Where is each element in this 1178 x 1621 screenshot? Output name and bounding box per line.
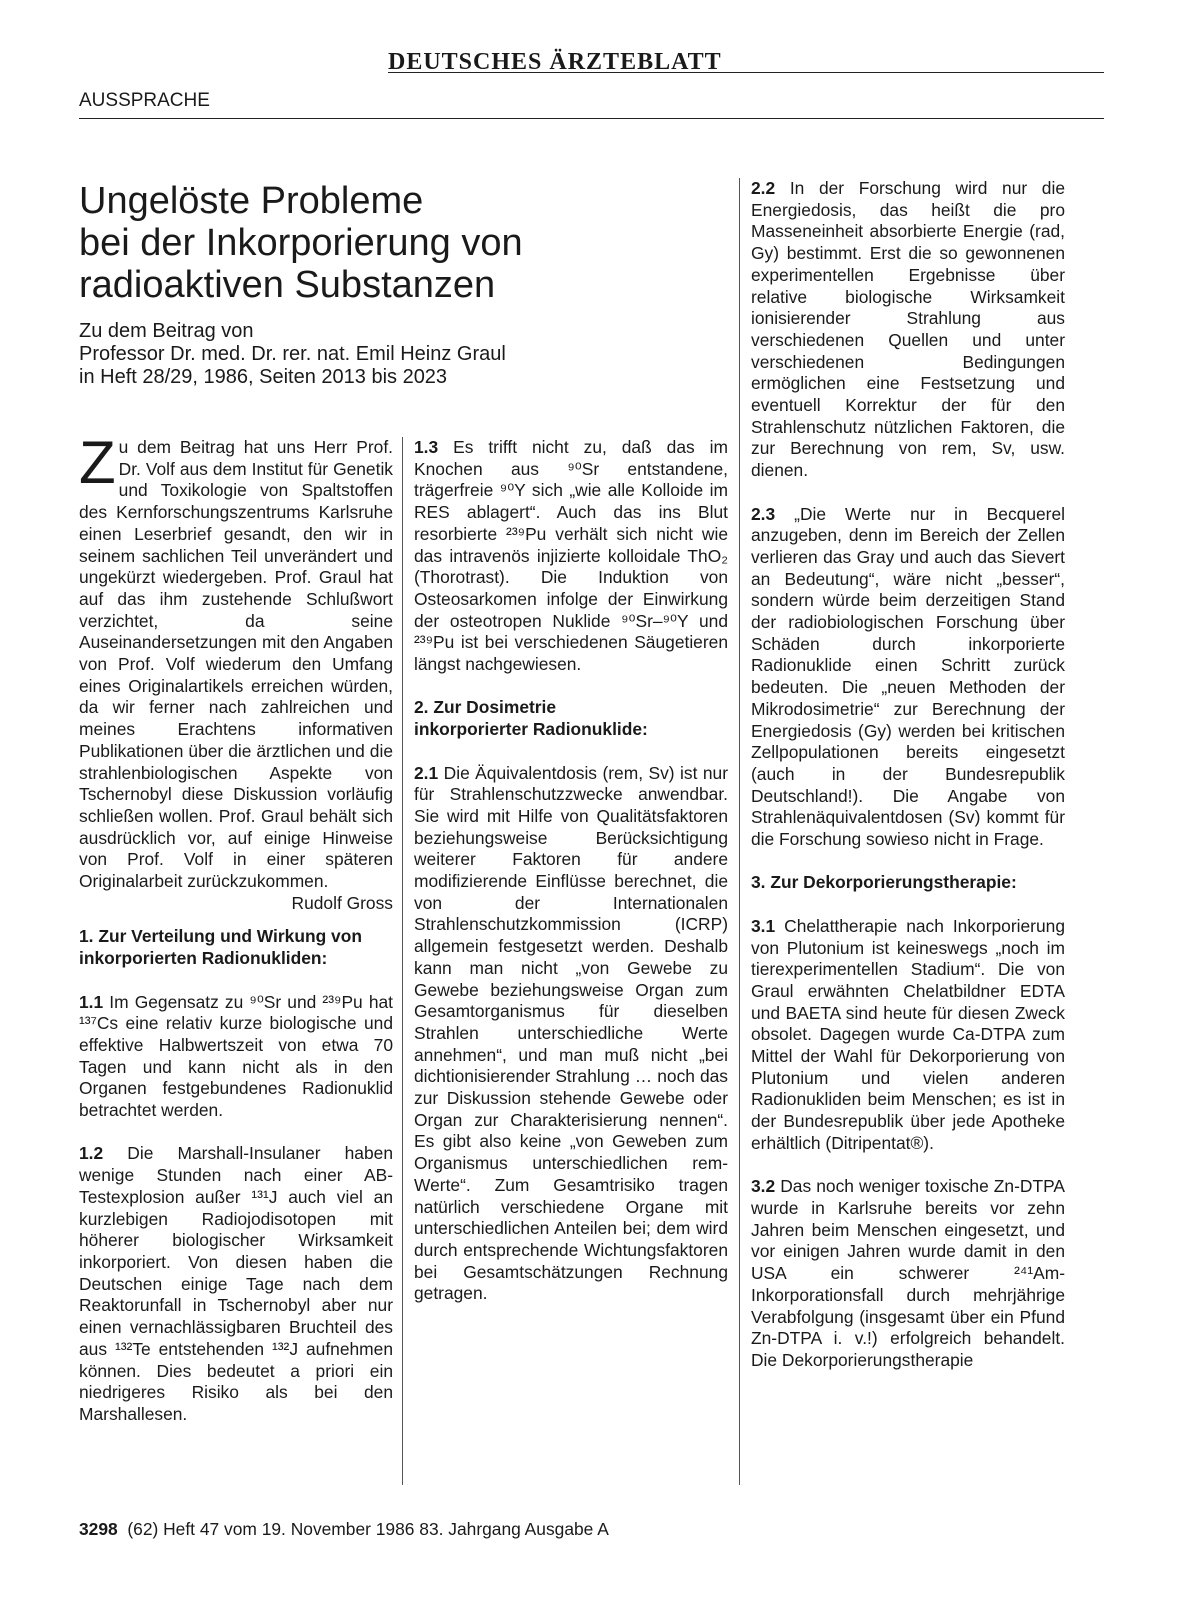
column-1 bbox=[79, 429, 393, 1447]
paragraph-3-1 bbox=[751, 916, 1065, 1155]
paragraph-1-1 bbox=[79, 992, 393, 1122]
heading-line: 2. Zur Dosimetrie bbox=[414, 697, 557, 718]
title-block bbox=[79, 180, 719, 389]
section-3-heading: 3. Zur Dekorporierungstherapie: bbox=[751, 872, 1017, 893]
section-number: 2.1 bbox=[414, 762, 439, 783]
subtitle-line: Professor Dr. med. Dr. rer. nat. Emil Heinz Graul bbox=[79, 343, 506, 365]
article-title bbox=[79, 180, 719, 306]
article-subtitle bbox=[79, 320, 719, 389]
masthead: DEUTSCHES ÄRZTEBLATT bbox=[388, 49, 722, 75]
title-line: radioaktiven Substanzen bbox=[79, 264, 496, 306]
paragraph-2-2 bbox=[751, 178, 1065, 482]
column-2 bbox=[414, 437, 728, 1327]
heading-line: inkorporierter Radionuklide: bbox=[414, 719, 648, 740]
paragraph-1-2 bbox=[79, 1143, 393, 1425]
paragraph-1-3 bbox=[414, 437, 728, 676]
section-number: 3.1 bbox=[751, 915, 776, 936]
paragraph-text: Die Äquivalentdosis (rem, Sv) ist nur für Strahlenschutzzwecke anwendbar. Sie wird mit Hilfe von Qualitätsfaktoren beziehungsweise Berücksichtigung weiterer Faktoren für andere modifizierende Einflüsse berechnet, die von der Internationalen Strahlenschutzkommission (ICRP) allgemein festgesetzt werden. Deshalb kann man nicht „von Gewebe zu Gewebe beziehungsweise Organ zum Gesamtorganismus für dieselben Strahlen unterschiedliche Werte annehmen“, und man muß nicht „bei dichtionisierender Strahlung … noch das zur Diskussion stehende Gewebe oder Organ zur Charakterisierung nennen“. Es gibt also keine „von Geweben zum Organismus unterschiedlichen rem-Werte“. Zum Gesamtrisiko tragen natürlich verschiedene Organe mit unterschiedlichen Anteilen bei; dem wird durch entsprechende Wichtungsfaktoren bei Gesamtschätzungen Rechnung getragen. bbox=[414, 762, 728, 1304]
issue-info: (62) Heft 47 vom 19. November 1986 83. Jahrgang Ausgabe A bbox=[127, 1519, 609, 1539]
subtitle-line: in Heft 28/29, 1986, Seiten 2013 bis 2023 bbox=[79, 366, 448, 388]
drop-cap: Z bbox=[79, 429, 116, 496]
subtitle-line: Zu dem Beitrag von bbox=[79, 320, 254, 342]
section-1-heading: 1. Zur Verteilung und Wirkung von inkorporierten Radionukliden: bbox=[79, 926, 362, 969]
section-number: 1.2 bbox=[79, 1143, 104, 1164]
paragraph-3-2 bbox=[751, 1176, 1065, 1371]
paragraph-2-1 bbox=[414, 763, 728, 1306]
section-2-heading bbox=[414, 697, 728, 740]
section-label: AUSSPRACHE bbox=[79, 90, 210, 111]
column-3 bbox=[751, 178, 1065, 1393]
column-divider bbox=[739, 178, 740, 1485]
title-line: bei der Inkorporierung von bbox=[79, 222, 523, 264]
paragraph-text: Das noch weniger toxische Zn-DTPA wurde in Karlsruhe bereits vor zehn Jahren beim Menschen eingesetzt, und vor einigen Jahren wurde damit in den USA ein schwerer ²⁴¹Am-Inkorporationsfall durch mehrjährige Verabfolgung (insgesamt über ein Pfund Zn-DTPA i. v.!) erfolgreich behandelt. Die Dekorporierungstherapie bbox=[751, 1176, 1065, 1370]
page-number: 3298 bbox=[79, 1519, 118, 1539]
title-line: Ungelöste Probleme bbox=[79, 180, 424, 222]
paragraph-2-3 bbox=[751, 504, 1065, 851]
paragraph-text: Chelattherapie nach Inkorporierung von Plutonium ist keineswegs „noch im tierexperimentellen Stadium“. Die von Graul erwähnten Chelatbildner EDTA und BAETA sind heute für diesen Zweck obsolet. Dagegen wurde Ca-DTPA zum Mittel der Wahl für Dekorporierung von Plutonium und vielen anderen Radionukliden beim Menschen; es ist in der Bundesrepublik über jede Apotheke erhältlich (Ditripentat®). bbox=[751, 915, 1065, 1153]
intro-paragraph bbox=[79, 429, 393, 913]
section-number: 1.1 bbox=[79, 991, 104, 1012]
page-footer bbox=[79, 1519, 609, 1539]
masthead-rule bbox=[388, 72, 1104, 73]
section-number: 2.3 bbox=[751, 503, 776, 524]
paragraph-text: „Die Werte nur in Becquerel anzugeben, denn im Bereich der Zellen verlieren das Gray und auch das Sievert an Bedeutung“, wäre nicht „besser“, sondern würde beim derzeitigen Stand der radiobiologischen Forschung über Schäden durch inkorporierte Radionuklide einen Schritt zurück bedeuten. Die „neuen Methoden der Mikrodosimetrie“ zur Berechnung der Energiedosis (Gy) werden bei kritischen Zellpopulationen bereits eingesetzt (auch in der Bundesrepublik Deutschland!). Die Angabe von Strahlenäquivalentdosen (Sv) kommt für die Forschung sowieso nicht in Frage. bbox=[751, 503, 1065, 850]
column-divider bbox=[402, 437, 403, 1485]
paragraph-text: In der Forschung wird nur die Energiedosis, das heißt die pro Masseneinheit absorbierte Energie (rad, Gy) bestimmt. Erst die so gewonnenen experimentellen Ergebnisse über relative biologische Wirksamkeit ionisierender Strahlung aus verschiedenen Quellen und unter verschiedenen Bedingungen ermöglichen eine Festsetzung und eventuell Korrektur der für den Strahlenschutz nützlichen Faktoren, die zur Berechnung von rem, Sv, usw. dienen. bbox=[751, 178, 1065, 481]
intro-text: u dem Beitrag hat uns Herr Prof. Dr. Volf aus dem Institut für Genetik und Toxikologie von Spaltstoffen des Kernforschungszentrums Karlsruhe einen Leserbrief gesandt, den wir in seinem sachlichen Teil unverändert und ungekürzt wiedergeben. Prof. Graul hat auf das ihm zustehende Schlußwort verzichtet, da seine Auseinandersetzungen mit den Angaben von Prof. Volf wiederum den Umfang eines Originalartikels erreichen würden, da wir ferner nach zahlreichen und meines Erachtens informativen Publikationen über die ärztlichen und die strahlenbiologischen Aspekte von Tschernobyl diese Diskussion vorläufig schließen wollen. Prof. Graul behält sich ausdrücklich vor, auf einige Hinweise von Prof. Volf in einer späteren Originalarbeit zurückzukommen. bbox=[79, 437, 393, 892]
section-number: 1.3 bbox=[414, 437, 439, 457]
section-rule bbox=[79, 118, 1104, 119]
paragraph-text: Im Gegensatz zu ⁹⁰Sr und ²³⁹Pu hat ¹³⁷Cs eine relativ kurze biologische und effektive Halbwertszeit von etwa 70 Tagen und kann nicht als in den Organen festgebundenes Radionuklid betrachtet werden. bbox=[79, 991, 393, 1121]
section-number: 3.2 bbox=[751, 1176, 776, 1197]
signature: Rudolf Gross bbox=[291, 892, 393, 913]
paragraph-text: Die Marshall-Insulaner haben wenige Stunden nach einer AB-Testexplosion außer ¹³¹J auch viel an kurzlebigen Radiojodisotopen mit höherer biologischer Wirksamkeit inkorporiert. Von diesen haben die Deutschen einige Tage nach dem Reaktorunfall in Tschernobyl aber nur einen vernachlässigbaren Bruchteil des aus ¹³²Te entstehenden ¹³²J aufnehmen können. Dies bedeutet a priori ein niedrigeres Risiko als bei den Marshallesen. bbox=[79, 1143, 393, 1424]
paragraph-text: Es trifft nicht zu, daß das im Knochen aus ⁹⁰Sr entstandene, trägerfreie ⁹⁰Y sich „wie alle Kolloide im RES ablagert“. Auch das ins Blut resorbierte ²³⁹Pu verhält sich nicht wie das intravenös injizierte kolloidale ThO₂ (Thorotrast). Die Induktion von Osteosarkomen infolge der Einwirkung der osteotropen Nuklide ⁹⁰Sr–⁹⁰Y und ²³⁹Pu ist bei verschiedenen Säugetieren längst nachgewiesen. bbox=[414, 437, 728, 675]
section-number: 2.2 bbox=[751, 178, 776, 198]
